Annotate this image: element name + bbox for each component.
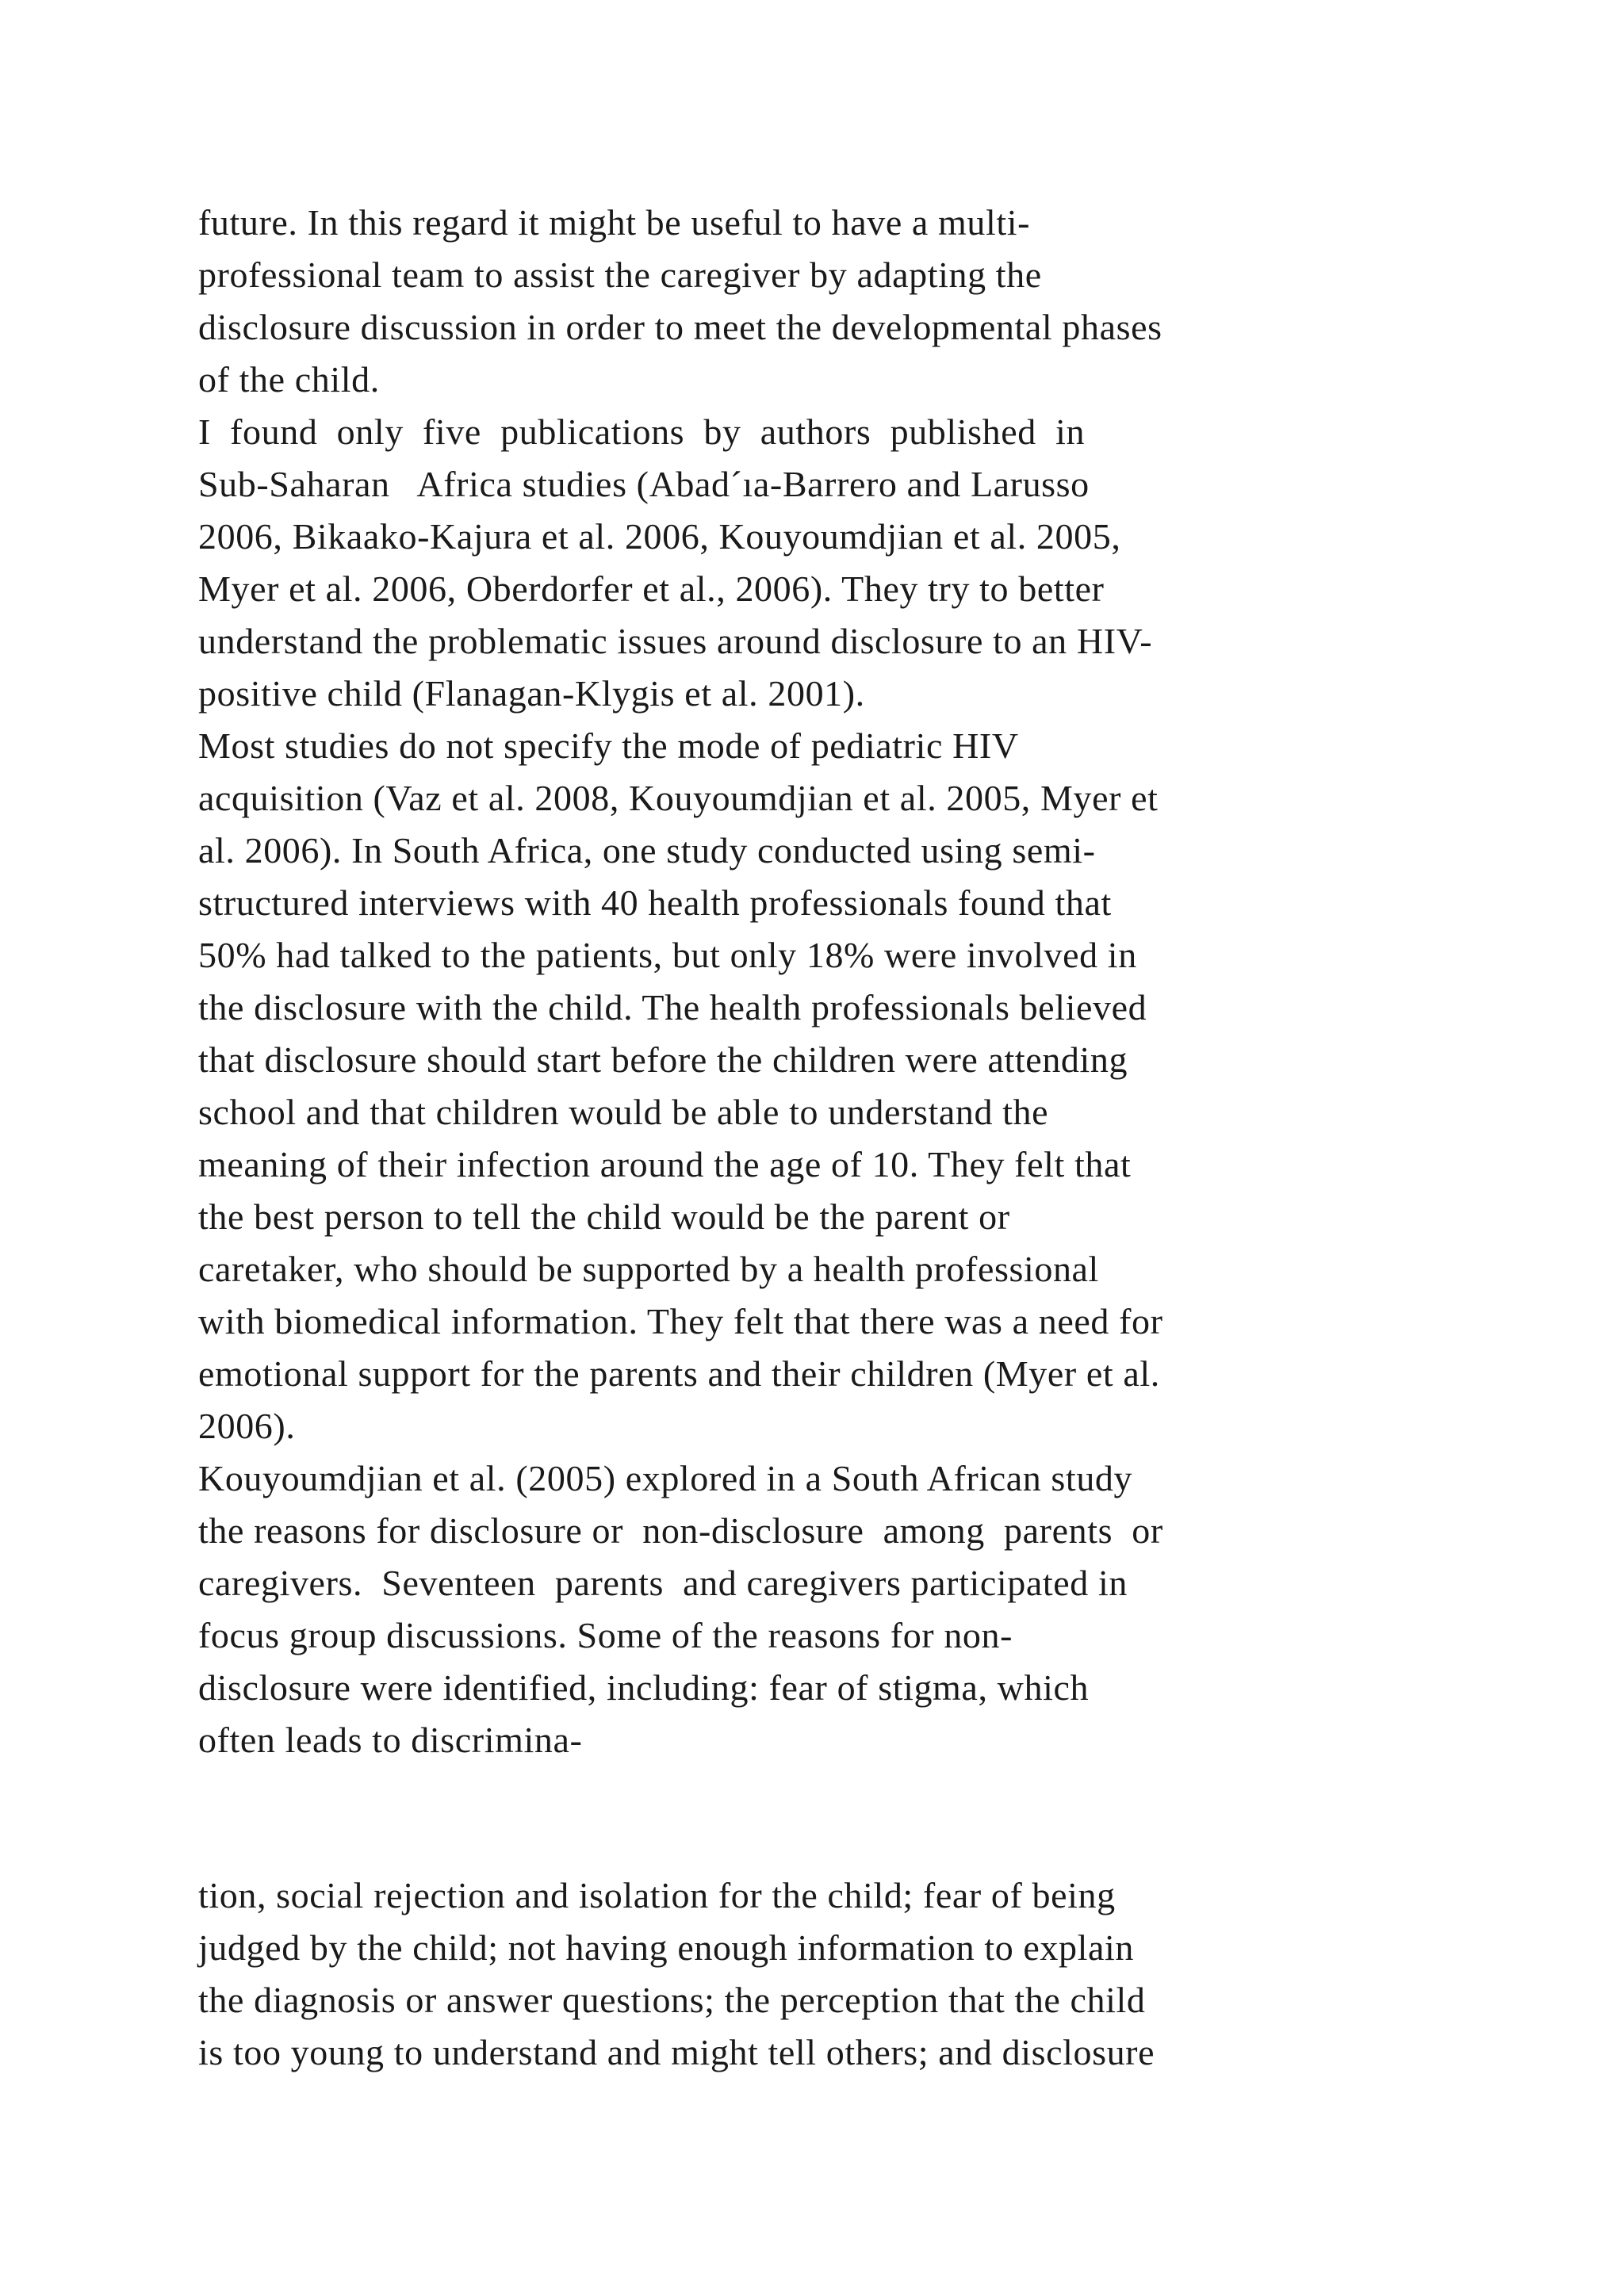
text-line: understand the problematic issues around disclosure to an HIV- (198, 621, 1153, 661)
text-line: 2006). (198, 1406, 296, 1446)
text-line: the reasons for disclosure or non-disclosure among parents or (198, 1510, 1163, 1551)
text-line: Myer et al. 2006, Oberdorfer et al., 2006). They try to better (198, 568, 1105, 609)
text-line: school and that children would be able to understand the (198, 1092, 1049, 1132)
text-line: caregivers. Seventeen parents and caregivers participated in (198, 1563, 1128, 1603)
text-line: Sub-Saharan Africa studies (Abad´ıa-Barrero and Larusso (198, 464, 1090, 504)
text-line: acquisition (Vaz et al. 2008, Kouyoumdjian et al. 2005, Myer et (198, 778, 1159, 818)
text-line: Most studies do not specify the mode of pediatric HIV (198, 725, 1019, 766)
text-line: disclosure were identified, including: fear of stigma, which (198, 1667, 1090, 1708)
text-line: emotional support for the parents and their children (Myer et al. (198, 1353, 1160, 1394)
text-block-upper (198, 197, 1483, 1766)
text-line: al. 2006). In South Africa, one study conducted using semi- (198, 830, 1096, 871)
text-line: 50% had talked to the patients, but only 18% were involved in (198, 935, 1137, 975)
text-line: structured interviews with 40 health professionals found that (198, 882, 1112, 923)
text-line: the diagnosis or answer questions; the perception that the child (198, 1980, 1146, 2020)
text-line: focus group discussions. Some of the reasons for non- (198, 1615, 1013, 1655)
text-line: judged by the child; not having enough information to explain (198, 1927, 1134, 1968)
text-line: tion, social rejection and isolation for the child; fear of being (198, 1875, 1116, 1915)
text-line: the disclosure with the child. The health professionals believed (198, 987, 1147, 1027)
text-line: Kouyoumdjian et al. (2005) explored in a South African study (198, 1458, 1133, 1498)
text-line: meaning of their infection around the age of 10. They felt that (198, 1144, 1132, 1184)
text-line: I found only five publications by authors published in (198, 411, 1086, 452)
text-line: is too young to understand and might tell others; and disclosure (198, 2032, 1155, 2072)
text-line: disclosure discussion in order to meet the developmental phases (198, 307, 1162, 347)
text-line: often leads to discrimina- (198, 1720, 583, 1760)
text-line: that disclosure should start before the children were attending (198, 1039, 1128, 1080)
text-line: professional team to assist the caregiver by adapting the (198, 254, 1042, 295)
text-line: with biomedical information. They felt that there was a need for (198, 1301, 1163, 1341)
text-block-lower (198, 1869, 1483, 2079)
text-line: caretaker, who should be supported by a health professional (198, 1249, 1099, 1289)
text-line: the best person to tell the child would be the parent or (198, 1196, 1010, 1237)
text-line: future. In this regard it might be useful to have a multi- (198, 202, 1031, 243)
text-line: positive child (Flanagan-Klygis et al. 2001). (198, 673, 865, 714)
text-line: 2006, Bikaako-Kajura et al. 2006, Kouyoumdjian et al. 2005, (198, 516, 1121, 557)
text-line: of the child. (198, 359, 380, 400)
